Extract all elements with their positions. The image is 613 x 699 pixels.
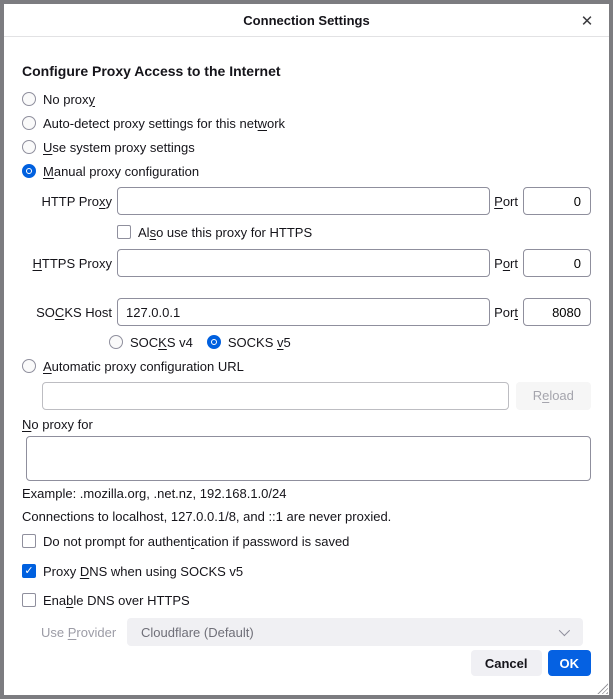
radio-use-system[interactable] xyxy=(22,139,591,155)
also-https-label: Also use this proxy for HTTPS xyxy=(138,224,313,240)
checkbox-icon[interactable] xyxy=(22,564,36,578)
use-provider-label: Use Provider xyxy=(41,624,117,640)
enable-doh-checkbox[interactable] xyxy=(22,592,591,608)
radio-icon[interactable] xyxy=(109,335,123,349)
close-icon[interactable]: ✕ xyxy=(580,13,594,30)
radio-icon[interactable] xyxy=(22,164,36,178)
checkbox-icon[interactable] xyxy=(22,593,36,607)
http-proxy-input[interactable] xyxy=(117,187,490,215)
proxy-dns-checkbox[interactable] xyxy=(22,563,591,579)
provider-selected-value: Cloudflare (Default) xyxy=(141,624,254,640)
enable-doh-label: Enable DNS over HTTPS xyxy=(43,592,190,608)
socks-host-label: SOCKS Host xyxy=(36,304,112,320)
radio-socks-v4[interactable] xyxy=(109,334,193,350)
auto-url-input[interactable] xyxy=(42,382,509,410)
cancel-button[interactable]: Cancel xyxy=(471,650,542,676)
dialog-footer xyxy=(22,650,591,676)
radio-icon[interactable] xyxy=(22,92,36,106)
radio-no-proxy[interactable] xyxy=(22,91,591,107)
http-port-input[interactable] xyxy=(523,187,591,215)
radio-auto-detect-label: Auto-detect proxy settings for this network xyxy=(43,115,286,131)
check-icon: ✓ xyxy=(24,564,34,577)
no-prompt-auth-checkbox[interactable] xyxy=(22,533,591,549)
no-proxy-example-text: Example: .mozilla.org, .net.nz, 192.168.1.0/24 xyxy=(22,486,287,501)
also-https-checkbox[interactable] xyxy=(117,224,591,240)
resize-grip[interactable] xyxy=(597,683,608,694)
radio-auto-url-label: Automatic proxy configuration URL xyxy=(43,358,244,374)
no-prompt-auth-label: Do not prompt for authentication if password is saved xyxy=(43,533,350,549)
radio-auto-detect[interactable] xyxy=(22,115,591,131)
no-proxy-note-text: Connections to localhost, 127.0.0.1/8, and ::1 are never proxied. xyxy=(22,509,392,524)
https-port-label: Port xyxy=(494,255,518,271)
https-port-input[interactable] xyxy=(523,249,591,277)
https-proxy-label: HTTPS Proxy xyxy=(32,255,112,271)
socks-port-label: Port xyxy=(494,304,518,320)
https-proxy-input[interactable] xyxy=(117,249,490,277)
doh-provider-row xyxy=(22,618,591,646)
checkbox-icon[interactable] xyxy=(117,225,131,239)
dialog-titlebar xyxy=(4,4,609,37)
chevron-down-icon xyxy=(559,625,570,636)
ok-button[interactable]: OK xyxy=(548,650,592,676)
radio-auto-url[interactable] xyxy=(22,358,591,374)
socks-port-input[interactable] xyxy=(523,298,591,326)
radio-socks-v5-label: SOCKS v5 xyxy=(227,334,291,350)
page-title: Configure Proxy Access to the Internet xyxy=(22,63,281,79)
socks-host-input[interactable] xyxy=(117,298,490,326)
reload-button[interactable]: Reload xyxy=(516,382,591,410)
http-proxy-label: HTTP Proxy xyxy=(41,193,112,209)
https-proxy-row xyxy=(22,249,591,277)
dialog-content xyxy=(4,63,609,676)
radio-manual-proxy[interactable] xyxy=(22,163,591,179)
proxy-mode-group xyxy=(22,91,591,179)
radio-socks-v4-label: SOCKS v4 xyxy=(130,334,193,350)
socks-host-row xyxy=(22,298,591,326)
proxy-dns-label: Proxy DNS when using SOCKS v5 xyxy=(43,563,244,579)
auto-url-row xyxy=(22,382,591,410)
radio-icon[interactable] xyxy=(22,116,36,130)
provider-dropdown[interactable] xyxy=(127,618,583,646)
checkbox-icon[interactable] xyxy=(22,534,36,548)
radio-no-proxy-label: No proxy xyxy=(43,91,96,107)
http-port-label: Port xyxy=(494,193,518,209)
http-proxy-row xyxy=(22,187,591,215)
no-proxy-for-label: No proxy for xyxy=(22,417,93,432)
radio-use-system-label: Use system proxy settings xyxy=(43,139,195,155)
radio-socks-v5[interactable] xyxy=(207,334,291,350)
radio-manual-proxy-label: Manual proxy configuration xyxy=(43,163,200,179)
radio-icon[interactable] xyxy=(207,335,221,349)
radio-icon[interactable] xyxy=(22,140,36,154)
no-proxy-for-textarea[interactable] xyxy=(26,436,591,481)
socks-version-group xyxy=(109,334,591,350)
radio-icon[interactable] xyxy=(22,359,36,373)
dialog-title: Connection Settings xyxy=(243,12,370,28)
